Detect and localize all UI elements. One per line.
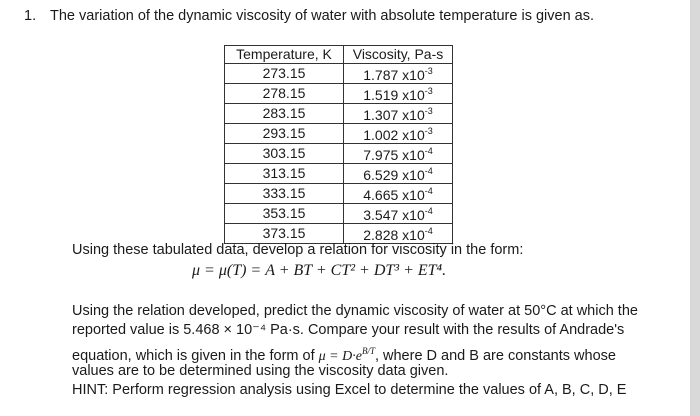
temperature-cell: 273.15 [225,64,344,84]
viscosity-cell: 7.975 $x10^{-4}$ [344,144,453,164]
question-text: The variation of the dynamic viscosity of water with absolute temperature is given as. [50,8,595,24]
viscosity-cell: 3.547 $x10^{-4}$ [344,204,453,224]
paragraph-line-3-end: , where D and B are constants whose [374,348,616,364]
question-number: 1. [24,8,37,24]
page-edge [690,0,700,416]
temperature-cell: 313.15 [225,164,344,184]
viscosity-exponent: -3 [424,66,433,76]
temperature-cell: 283.15 [225,104,344,124]
paragraph-intro: Using these tabulated data, develop a relation for viscosity in the form: [72,242,524,258]
viscosity-mantissa: 1.002 [363,127,399,143]
table-row [225,144,453,164]
viscosity-mantissa: 1.519 [363,87,399,103]
viscosity-mantissa: 6.529 [363,167,399,183]
viscosity-exponent: -3 [424,106,433,116]
table-body [225,64,453,244]
viscosity-mantissa: 7.975 [363,147,399,163]
temperature-cell: 278.15 [225,84,344,104]
viscosity-cell: 4.665 $x10^{-4}$ [344,184,453,204]
table-row [225,64,453,84]
hint-text: HINT: Perform regression analysis using Excel to determine the values of A, B, C, D, E [72,382,627,398]
viscosity-exponent: -4 [424,186,433,196]
table-row [225,124,453,144]
viscosity-mantissa: 2.828 [363,227,399,243]
header-temperature: Temperature, K [225,46,344,64]
viscosity-exponent: -3 [424,86,433,96]
paragraph-line-1: Using the relation developed, predict the dynamic viscosity of water at 50°C at which the [72,303,638,319]
paragraph-line-2: reported value is 5.468 × 10⁻⁴ Pa·s. Compare your result with the results of Andrade's [72,322,625,338]
andrade-exponent: B/T [361,346,375,356]
header-viscosity: Viscosity, Pa-s [344,46,453,64]
viscosity-exponent: -4 [424,146,433,156]
viscosity-mantissa: 1.307 [363,107,399,123]
paragraph-line-3-start: equation, which is given in the form of [72,348,315,364]
viscosity-cell: 2.828 $x10^{-4}$ [344,224,453,244]
viscosity-mantissa: 4.665 [363,187,399,203]
viscosity-cell: 6.529 $x10^{-4}$ [344,164,453,184]
viscosity-exponent: -4 [424,166,433,176]
viscosity-table [224,45,453,244]
viscosity-cell: 1.787 $x10^{-3}$ [344,64,453,84]
temperature-cell: 293.15 [225,124,344,144]
viscosity-mantissa: 1.787 [363,67,399,83]
temperature-cell: 373.15 [225,224,344,244]
viscosity-cell: 1.519 $x10^{-3}$ [344,84,453,104]
temperature-cell: 333.15 [225,184,344,204]
viscosity-exponent: -3 [424,126,433,136]
viscosity-cell: 1.002 $x10^{-3}$ [344,124,453,144]
table-row [225,204,453,224]
table-row [225,164,453,184]
viscosity-exponent: -4 [424,206,433,216]
andrade-base: μ = D·e [318,349,362,364]
paragraph-line-4: values are to be determined using the viscosity data given. [72,363,449,379]
table-row [225,184,453,204]
table-row [225,104,453,124]
temperature-cell: 353.15 [225,204,344,224]
temperature-cell: 303.15 [225,144,344,164]
table-row [225,84,453,104]
viscosity-exponent: -4 [424,226,433,236]
table-header-row [225,46,453,64]
viscosity-cell: 1.307 $x10^{-3}$ [344,104,453,124]
polynomial-equation: μ = μ(T) = A + BT + CT² + DT³ + ET⁴. [192,262,447,279]
viscosity-mantissa: 3.547 [363,207,399,223]
